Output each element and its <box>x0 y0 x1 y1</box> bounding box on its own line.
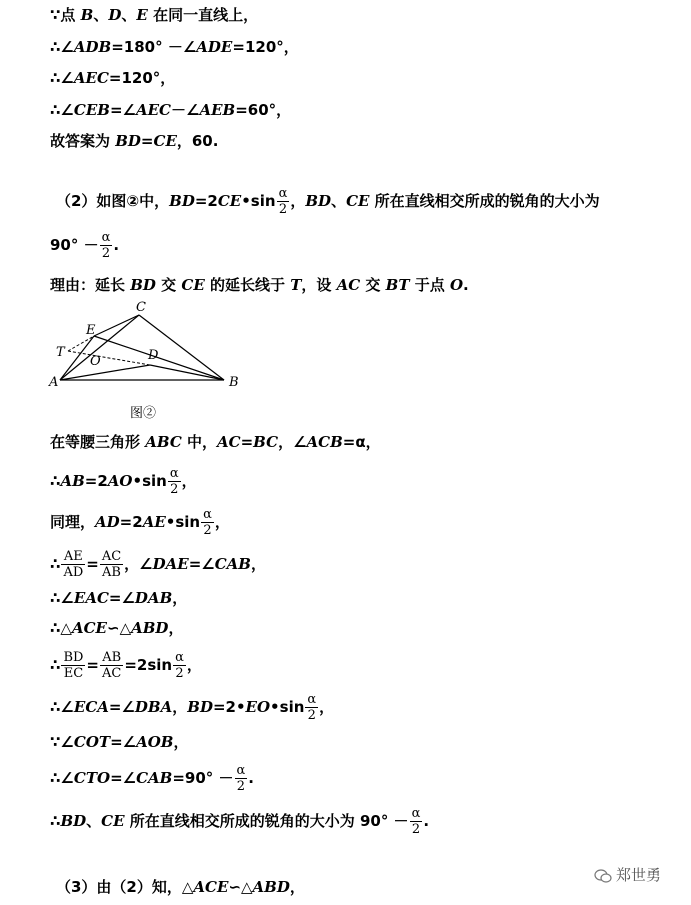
fraction-alpha-over-2: $\frac{\alpha}{2}$ <box>236 763 246 794</box>
fraction-alpha-over-2: $\frac{\alpha}{2}$ <box>278 186 288 217</box>
line-13: ∴∠EAC=∠DAB， <box>50 589 188 607</box>
fraction-alpha-over-2: $\frac{\alpha}{2}$ <box>101 230 111 261</box>
line-18: ∴∠CTO=∠CAB=90° － $\frac{\alpha}{2}$ . <box>50 763 254 794</box>
label-t: T <box>56 345 65 360</box>
figure-caption: 图② <box>130 406 157 421</box>
line-7: 90° － $\frac{\alpha}{2}$ . <box>50 230 120 261</box>
line-2: ∴∠ADB=180° －∠ADE=120°， <box>50 38 299 56</box>
fraction-ab-over-ac: $\frac{AB}{AC}$ <box>102 650 122 681</box>
segment-ad <box>60 365 150 380</box>
line-12: ∴ $\frac{AE}{AD}$ = $\frac{AC}{AB}$ ，∠DAE=∠CAB， <box>50 549 267 580</box>
line-11: 同理，AD=2AE•sin $\frac{\alpha}{2}$ ， <box>50 507 230 538</box>
segment-eb <box>94 336 224 380</box>
label-d: D <box>148 348 159 363</box>
watermark <box>594 864 661 885</box>
fraction-alpha-over-2: $\frac{\alpha}{2}$ <box>175 650 184 681</box>
line-1: ∵点 B、D、E 在同一直线上， <box>50 6 259 24</box>
fraction-alpha-over-2: $\frac{\alpha}{2}$ <box>411 806 421 837</box>
label-e: E <box>86 323 96 338</box>
fraction-bd-over-ec: $\frac{BD}{EC}$ <box>63 650 84 681</box>
fraction-ac-over-ab: $\frac{AC}{AB}$ <box>101 549 122 580</box>
line-17: ∵∠COT=∠AOB， <box>50 733 189 751</box>
fraction-alpha-over-2: $\frac{\alpha}{2}$ <box>307 692 317 723</box>
fraction-alpha-over-2: $\frac{\alpha}{2}$ <box>203 507 212 538</box>
fraction-alpha-over-2: $\frac{\alpha}{2}$ <box>169 466 179 497</box>
label-o: O <box>90 354 101 369</box>
watermark-text: 郑世勇 <box>616 866 662 884</box>
fraction-ae-over-ad: $\frac{AE}{AD}$ <box>63 549 84 580</box>
line-16: ∴∠ECA=∠DBA，BD=2•EO•sin $\frac{\alpha}{2}$ ， <box>50 692 335 723</box>
line-4: ∴∠CEB=∠AEC－∠AEB=60°， <box>50 101 292 119</box>
dashed-te <box>68 336 94 351</box>
line-10: ∴AB=2AO•sin $\frac{\alpha}{2}$ ， <box>50 466 197 497</box>
line-3: ∴∠AEC=120°， <box>50 69 176 87</box>
label-b: B <box>229 375 239 390</box>
line-9: 在等腰三角形 ABC 中，AC=BC，∠ACB=α， <box>50 433 381 451</box>
geometry-figure <box>46 296 256 396</box>
line-20: （3）由（2）知，△ACE∽△ABD， <box>56 878 305 896</box>
segment-ae <box>60 336 94 380</box>
label-a: A <box>49 375 59 390</box>
line-15: ∴ $\frac{BD}{EC}$ = $\frac{AB}{AC}$ =2sin $\frac{\alpha}{2}$ ， <box>50 650 202 681</box>
label-c: C <box>136 300 146 315</box>
line-8: 理由：延长 BD 交 CE 的延长线于 T，设 AC 交 BT 于点 O. <box>50 276 469 294</box>
line-19: ∴BD、CE 所在直线相交所成的锐角的大小为 90° － $\frac{\alpha}{2}$ . <box>50 806 430 837</box>
wechat-icon <box>594 869 612 883</box>
line-6: （2）如图②中，BD=2CE•sin $\frac{\alpha}{2}$ ，BD、CE 所在直线相交所成的锐角的大小为 <box>56 186 600 217</box>
line-5: 故答案为 BD=CE，60. <box>50 132 219 150</box>
line-14: ∴△ACE∽△ABD， <box>50 619 184 637</box>
